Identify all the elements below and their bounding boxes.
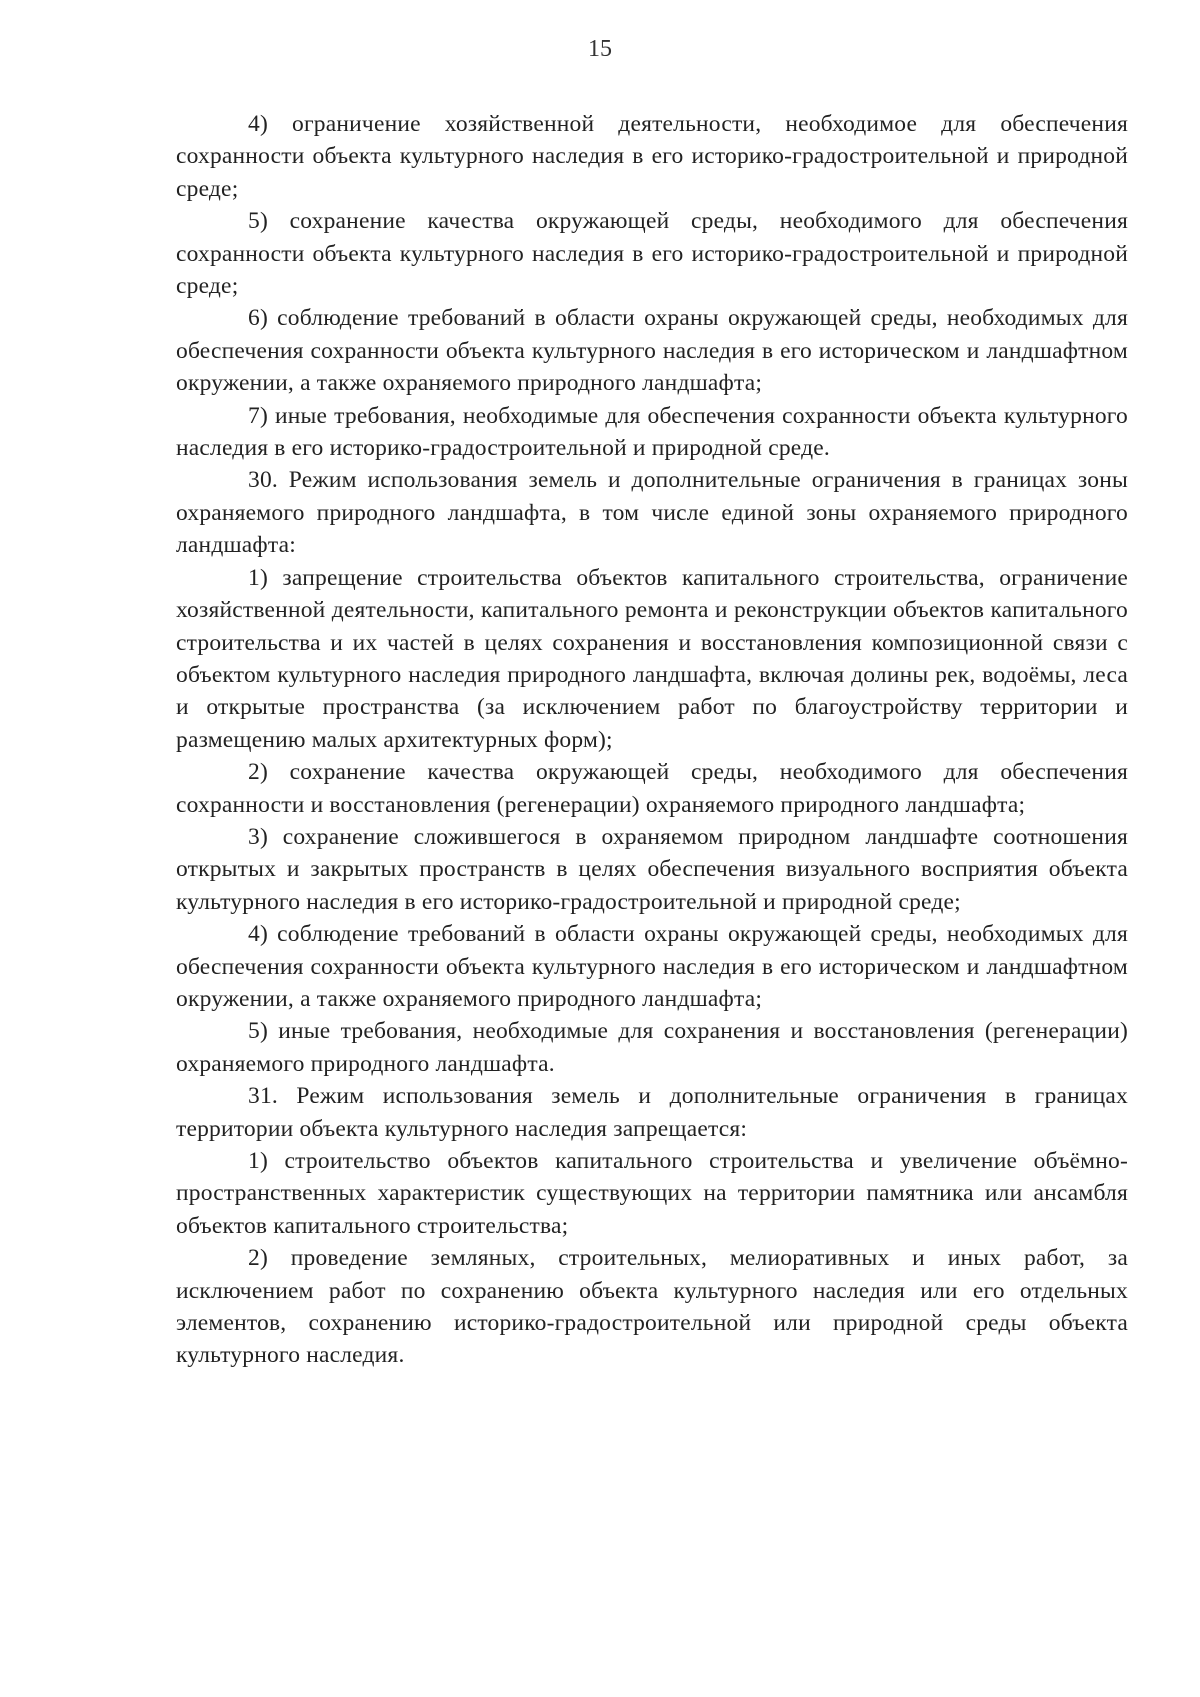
section-31-heading: 31. Режим использования земель и дополнительные ограничения в границах территории объекта культурного наследия запрещается: [176,1083,1128,1142]
paragraph: 1) запрещение строительства объектов капитального строительства, ограничение хозяйственной деятельности, капитального ремонта и реконструкции объектов капитального строительства и их частей в целях сохранения и восстановления композиционной связи с объектом культурного наследия природного ландшафта, включая долины рек, водоёмы, леса и открытые пространства (за исключением работ по благоустройству территории и размещению малых архитектурных форм); [176,564,1128,753]
paragraph: 2) проведение земляных, строительных, мелиоративных и иных работ, за исключением работ по сохранению объекта культурного наследия или его отдельных элементов, сохранению историко-градостроительной или природной среды объекта культурного наследия. [176,1245,1128,1369]
paragraph: 1) строительство объектов капитального строительства и увеличение объёмно-пространственных характеристик существующих на территории памятника или ансамбля объектов капитального строительства; [176,1148,1128,1239]
section-30-heading: 30. Режим использования земель и дополнительные ограничения в границах зоны охраняемого природного ландшафта, в том числе единой зоны охраняемого природного ландшафта: [176,467,1128,559]
page-number: 15 [588,36,612,62]
paragraph: 4) ограничение хозяйственной деятельности, необходимое для обеспечения сохранности объекта культурного наследия в его историко-градостроительной и природной среде; [176,111,1128,202]
paragraph: 2) сохранение качества окружающей среды, необходимого для обеспечения сохранности и восстановления (регенерации) охраняемого природного ландшафта; [176,759,1128,818]
document-body [176,108,1128,1372]
paragraph: 3) сохранение сложившегося в охраняемом природном ландшафте соотношения открытых и закрытых пространств в целях обеспечения визуального восприятия объекта культурного наследия в его историко-градостроительной и природной среде; [176,823,1128,915]
paragraph: 6) соблюдение требований в области охраны окружающей среды, необходимых для обеспечения сохранности объекта культурного наследия в его историческом и ландшафтном окружении, а также охраняемого природного ландшафта; [176,305,1128,397]
paragraph: 5) сохранение качества окружающей среды, необходимого для обеспечения сохранности объекта культурного наследия в его историко-градостроительной и природной среде; [176,208,1128,300]
paragraph: 4) соблюдение требований в области охраны окружающей среды, необходимых для обеспечения сохранности объекта культурного наследия в его историческом и ландшафтном окружении, а также охраняемого природного ландшафта; [176,921,1128,1012]
paragraph: 7) иные требования, необходимые для обеспечения сохранности объекта культурного наследия в его историко-градостроительной и природной среде. [176,402,1128,462]
paragraph: 5) иные требования, необходимые для сохранения и восстановления (регенерации) охраняемого природного ландшафта. [176,1018,1128,1077]
